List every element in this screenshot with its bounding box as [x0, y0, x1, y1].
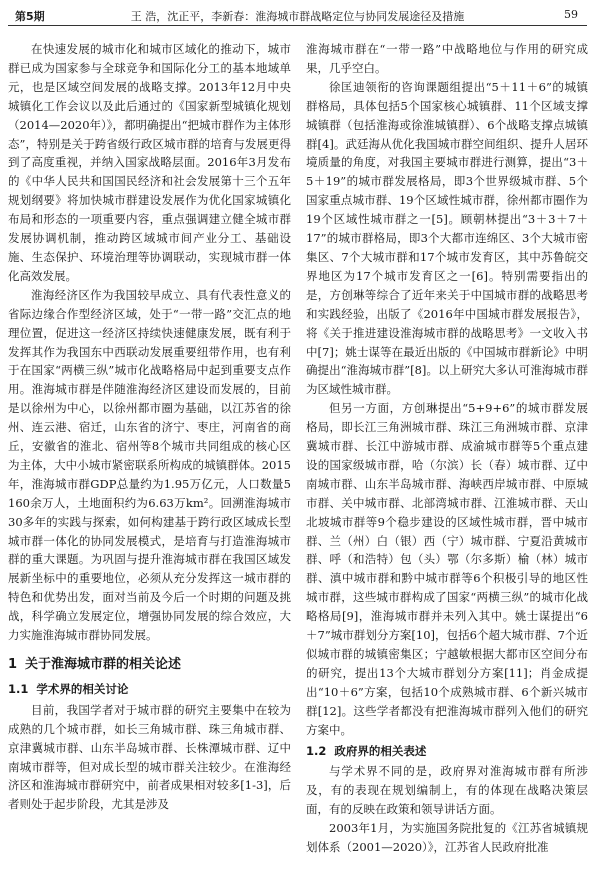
subsection-number: 1.1	[8, 681, 29, 696]
paragraph-government-2: 2003年1月，为实施国务院批复的《江苏省城镇规划体系（2001—2020）》，江苏省人民政府批准	[306, 821, 588, 855]
left-column	[8, 40, 291, 814]
subsection-title: 政府界的相关表述	[334, 743, 427, 758]
subsection-title: 学术界的相关讨论	[36, 681, 129, 696]
paragraph-academic-3: 但另一方面，方创琳提出“5+9+6”的城市群发展格局，即长江三角洲城市群、珠江三角洲城市群、京津冀城市群、长江中游城市群、成渝城市群等5个重点建设的国家级城市群，哈（尔滨）长（春）城市群、辽中南城市群、山东半岛城市群、海峡西岸城市群、中原城市群、关中城市群、北部湾城市群、江淮城市群、天山北坡城市群等9个稳步建设的区域性城市群，晋中城市群、兰（州）白（银）西（宁）城市群、宁夏沿黄城市群、呼（和浩特）包（头）鄂（尔多斯）榆（林）城市群、滇中城市群和黔中城市群等6个积极引导的地区性城市群，这些城市群构成了国家“两横三纵”的城市化战略格局[9]，淮海城市群并未列入其中。姚士谋提出“6＋7”城市群划分方案[10]，包括6个超大城市群、7个近似城市群的城镇密集区；宁越敏根据大都市区空间分布的研究，提出13个大城市群划分方案[11]；肖金成提出“10＋6”方案，包括10个成熟城市群、6个新兴城市群[12]。这些学者都没有把淮海城市群列入他们的研究方案中。	[306, 401, 588, 737]
paragraph-government-1: 与学术界不同的是，政府界对淮海城市群有所涉及，有的表现在规划编制上，有的体现在战略决策层面，有的反映在政策和领导讲话方面。	[306, 764, 588, 817]
subsection-number: 1.2	[306, 743, 327, 758]
section-heading-1	[8, 656, 291, 675]
section-number: 1	[8, 657, 18, 672]
running-title: 王 浩，沈正平，李新春：淮海城市群战略定位与协同发展途径及措施	[130, 10, 465, 23]
header-divider	[8, 25, 587, 26]
paragraph-academic-1-cont: 淮海城市群在“一带一路”中战略地位与作用的研究成果，几乎空白。	[306, 42, 588, 75]
running-header	[0, 0, 595, 26]
paragraph-intro-1: 在快速发展的城市化和城市区域化的推动下，城市群已成为国家参与全球竞争和国际化分工的基本地域单元，也是区域空间发展的战略支撑。2013年12月中央城镇化工作会议以及此后通过的《国家新型城镇化规划（2014—2020年）》，都明确提出“把城市群作为主体形态”，特别是关于跨省级行政区城市群的培育与发展更得到了高度重视，并纳入国家战略层面。2016年3月发布的《中华人民共和国国民经济和社会发展第十三个五年规划纲要》将加快城市群建设发展作为优化国家城镇化布局和形态的一项重要内容，重点强调建立健全城市群发展协调机制，推动跨区域城市间产业分工、基础设施、生态保护、环境治理等协调联动，实现城市群一体化高效发展。	[8, 42, 291, 283]
paragraph-academic-2: 徐匡迪领衔的咨询课题组提出“5＋11＋6”的城镇群格局，具体包括5个国家核心城镇群、11个区域支撑城镇群（包括淮海或徐淮城镇群）、6个战略支撑点城镇群[4]。武廷海从优化我国城市群空间组织、提升人居环境质量的角度，对我国主要城市群进行测算，提出“3＋5＋19”的城市群发展格局，即3个世界级城市群、5个国家重点城市群、19个区域性城市群，徐州都市圈作为19个区域性城市群之一[5]。顾朝林提出“3＋3＋7＋17”的城市群格局，即3个大都市连绵区、3个大城市密集区、7个大城市群和17个城市发育区，其中苏鲁皖交界地区为17个城市发育区之一[6]。特别需要指出的是，方创琳等综合了近年来关于中国城市群的战略思考和实践经验，出版了《2016年中国城市群发展报告》，将《关于推进建设淮海城市群的战略思考》一文收入书中[7]；姚士谋等在最近出版的《中国城市群新论》中明确提出“淮海城市群”[8]。以上研究大多认可淮海城市群为区域性城市群。	[306, 79, 588, 397]
subsection-heading-1-2	[306, 742, 588, 761]
section-title: 关于淮海城市群的相关论述	[25, 657, 182, 672]
paragraph-intro-2: 淮海经济区作为我国较早成立、具有代表性意义的省际边缘合作型经济区域，处于“一带一路”交汇点的地理位置，促进这一经济区持续快速健康发展，既有利于发挥其作为我国东中西联动发展重要纽带作用，也有利于在国家“两横三纵”城市化战略格局中起到重要支点作用。淮海城市群是伴随淮海经济区建设而发展的，目前是以徐州为中心，以徐州都市圈为基础，以江苏省的徐州、连云港、宿迁，山东省的济宁、枣庄，河南省的商丘，安徽省的淮北、宿州等8个城市共同组成的核心区为主体，大中小城市紧密联系所构成的城镇群体。2015年，淮海城市群GDP总量约为1.95万亿元，人口数量5 160余万人，土地面积约为6.63万km²。回溯淮海城市30多年的实践与探索，如何构建基于跨行政区域成长型城市群一体化的协同发展模式，是培育与打造淮海城市群的重大课题。为巩固与提升淮海城市群在我国区域发展新坐标中的重要地位，必须从充分发挥这一城市群的特色和优势出发，面对当前及今后一个时期的问题及挑战，科学确立发展定位，增强协同发展的综合效应，大力实施淮海城市群协同发展。	[8, 287, 291, 643]
subsection-heading-1-1	[8, 680, 291, 699]
issue-label: 第5期	[15, 10, 45, 23]
right-column	[306, 40, 588, 857]
page-number: 59	[564, 8, 578, 21]
paragraph-academic-1: 目前，我国学者对于城市群的研究主要集中在较为成熟的几个城市群，如长三角城市群、珠三角城市群、京津冀城市群、山东半岛城市群、长株潭城市群、辽中南城市群等，但对成长型的城市群关注较少。在淮海经济区和淮海城市群研究中，前者成果相对较多[1-3]，后者则处于起步阶段，尤其是涉及	[8, 702, 291, 812]
